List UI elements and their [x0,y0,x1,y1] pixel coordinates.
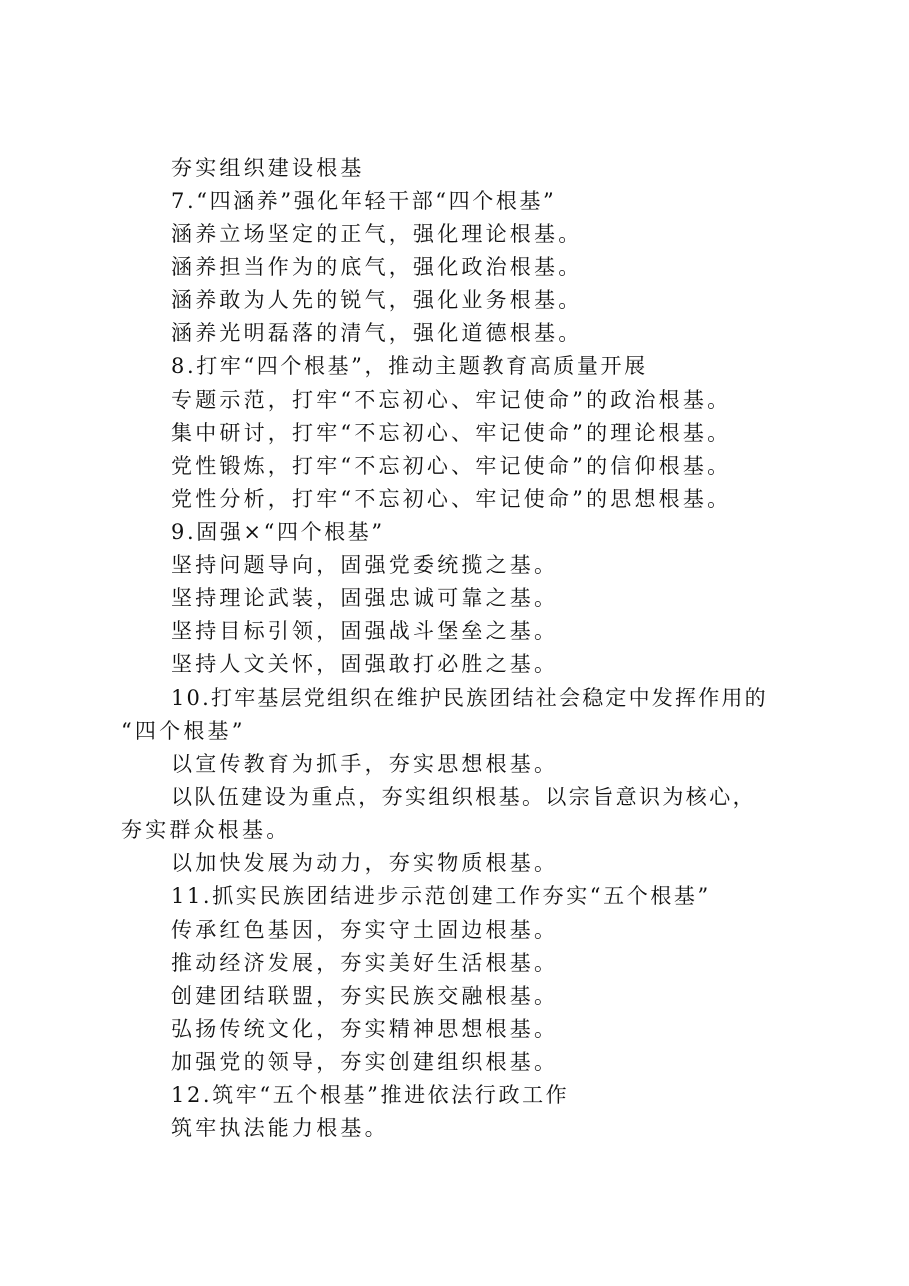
body-line: 涵养立场坚定的正气，强化理论根基。 [171,222,583,246]
section-heading-9: 9.固强×“四个根基” [171,520,385,544]
body-line: 推动经济发展，夯实美好生活根基。 [171,951,559,975]
body-line: 涵养敢为人先的锐气，强化业务根基。 [171,288,583,312]
section-heading-12: 12.筑牢“五个根基”推进依法行政工作 [171,1083,570,1107]
body-line: 筑牢执法能力根基。 [171,1116,389,1140]
body-line: 以队伍建设为重点，夯实组织根基。以宗旨意识为核心， [171,785,756,809]
body-line: 集中研讨，打牢“不忘初心、牢记使命”的理论根基。 [171,421,732,445]
body-line-continuation: 夯实群众根基。 [121,818,291,842]
body-line: 以加快发展为动力，夯实物质根基。 [171,851,559,875]
body-line: 坚持问题导向，固强党委统揽之基。 [171,553,559,577]
body-line: 专题示范，打牢“不忘初心、牢记使命”的政治根基。 [171,388,732,412]
body-line: 以宣传教育为抓手，夯实思想根基。 [171,752,559,776]
body-line: 坚持人文关怀，固强敢打必胜之基。 [171,652,559,676]
body-line: 坚持理论武装，固强忠诚可靠之基。 [171,586,559,610]
body-line: 加强党的领导，夯实创建组织根基。 [171,1050,559,1074]
body-line: 弘扬传统文化，夯实精神思想根基。 [171,1017,559,1041]
section-heading-8: 8.打牢“四个根基”，推动主题教育高质量开展 [171,354,648,378]
body-line: 创建团结联盟，夯实民族交融根基。 [171,984,559,1008]
body-line: 涵养担当作为的底气，强化政治根基。 [171,255,583,279]
section-heading-10: 10.打牢基层党组织在维护民族团结社会稳定中发挥作用的 [171,686,768,710]
body-line: 党性锻炼，打牢“不忘初心、牢记使命”的信仰根基。 [171,454,732,478]
section-heading-11: 11.抓实民族团结进步示范创建工作夯实“五个根基” [171,884,711,908]
section-heading-7: 7.“四涵养”强化年轻干部“四个根基” [171,189,557,213]
body-line: 传承红色基因，夯实守土固边根基。 [171,918,559,942]
body-line: 涵养光明磊落的清气，强化道德根基。 [171,321,583,345]
body-line: 夯实组织建设根基 [171,156,365,180]
section-heading-10-continuation: “四个根基” [121,719,246,743]
body-line: 坚持目标引领，固强战斗堡垒之基。 [171,619,559,643]
body-line: 党性分析，打牢“不忘初心、牢记使命”的思想根基。 [171,487,732,511]
